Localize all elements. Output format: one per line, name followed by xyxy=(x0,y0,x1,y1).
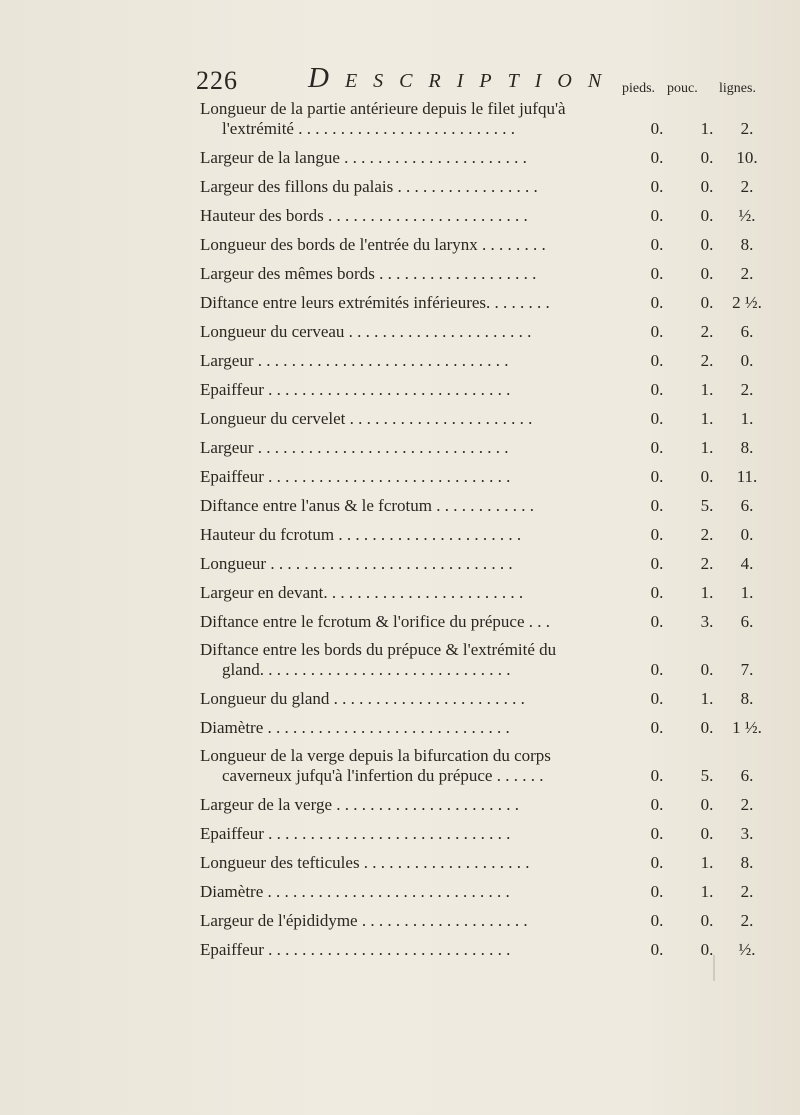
value-pouces: 5. xyxy=(700,766,714,785)
value-pouces: 0. xyxy=(700,148,714,167)
row-label xyxy=(200,177,678,197)
value-pieds: 0. xyxy=(650,766,664,785)
row-label-line: Diamètre . . . . . . . . . . . . . . . . . . . . . . . . . . . . . xyxy=(200,718,510,737)
value-pieds: 0. xyxy=(650,119,664,138)
value-lignes: 1. xyxy=(740,409,754,428)
value-pouces: 0. xyxy=(700,824,714,843)
row-label xyxy=(200,746,678,786)
value-lignes: 8. xyxy=(740,853,754,872)
row-label-line: Longueur du gland . . . . . . . . . . . . . . . . . . . . . . . xyxy=(200,689,525,708)
value-pouces: 0. xyxy=(700,293,714,312)
value-pieds: 0. xyxy=(650,148,664,167)
row-label xyxy=(200,322,678,342)
value-pieds: 0. xyxy=(650,380,664,399)
row-label-continuation: l'extrémité . . . . . . . . . . . . . . . . . . . . . . . . . . xyxy=(222,119,515,138)
row-label xyxy=(200,496,678,516)
value-lignes: 0. xyxy=(740,351,754,370)
row-label xyxy=(200,351,678,371)
row-label-line: Longueur . . . . . . . . . . . . . . . . . . . . . . . . . . . . . xyxy=(200,554,513,573)
value-pieds: 0. xyxy=(650,612,664,631)
value-pouces: 2. xyxy=(700,554,714,573)
value-pouces: 1. xyxy=(700,409,714,428)
row-label-line: Epaiffeur . . . . . . . . . . . . . . . . . . . . . . . . . . . . . xyxy=(200,380,511,399)
table-row xyxy=(200,435,754,464)
value-lignes: 8. xyxy=(740,689,754,708)
row-label-line: Longueur de la partie antérieure depuis le filet jufqu'à xyxy=(200,99,566,118)
value-pieds: 0. xyxy=(650,525,664,544)
table-row xyxy=(200,744,754,792)
table-row xyxy=(200,638,754,686)
value-pouces: 0. xyxy=(700,940,714,959)
value-pieds: 0. xyxy=(650,206,664,225)
table-row xyxy=(200,522,754,551)
row-label xyxy=(200,640,678,680)
row-label xyxy=(200,467,678,487)
row-label-line: Longueur du cervelet . . . . . . . . . . . . . . . . . . . . . . xyxy=(200,409,533,428)
row-label xyxy=(200,380,678,400)
row-label xyxy=(200,911,678,931)
value-pieds: 0. xyxy=(650,940,664,959)
value-pouces: 1. xyxy=(700,853,714,872)
row-label-line: Diftance entre leurs extrémités inférieures. . . . . . . . xyxy=(200,293,550,312)
table-row xyxy=(200,580,754,609)
value-pouces: 0. xyxy=(700,795,714,814)
value-lignes: 2. xyxy=(740,911,754,930)
value-pouces: 1. xyxy=(700,689,714,708)
value-lignes: 4. xyxy=(740,554,754,573)
value-pieds: 0. xyxy=(650,409,664,428)
value-lignes: 2. xyxy=(740,177,754,196)
measurement-table xyxy=(200,97,762,966)
table-row xyxy=(200,493,754,522)
row-label xyxy=(200,525,678,545)
row-label-line: Longueur de la verge depuis la bifurcation du corps xyxy=(200,746,551,765)
row-label xyxy=(200,235,678,255)
row-label-line: Diftance entre les bords du prépuce & l'extrémité du xyxy=(200,640,557,659)
value-lignes: 1. xyxy=(740,583,754,602)
value-pouces: 2. xyxy=(700,525,714,544)
table-row xyxy=(200,319,754,348)
row-label-line: Largeur de l'épididyme . . . . . . . . . . . . . . . . . . . . xyxy=(200,911,528,930)
table-row xyxy=(200,609,754,638)
row-label xyxy=(200,438,678,458)
value-lignes: 2. xyxy=(740,264,754,283)
value-pieds: 0. xyxy=(650,554,664,573)
value-pieds: 0. xyxy=(650,438,664,457)
value-pieds: 0. xyxy=(650,718,664,737)
row-label xyxy=(200,940,678,960)
value-pieds: 0. xyxy=(650,293,664,312)
value-lignes: 1 ½. xyxy=(732,718,762,737)
value-pieds: 0. xyxy=(650,496,664,515)
row-label xyxy=(200,612,678,632)
paper-fold-mark xyxy=(713,955,715,981)
value-pieds: 0. xyxy=(650,824,664,843)
row-label-line: Diamètre . . . . . . . . . . . . . . . . . . . . . . . . . . . . . xyxy=(200,882,510,901)
row-label-line: Longueur des tefticules . . . . . . . . . . . . . . . . . . . . xyxy=(200,853,530,872)
value-pouces: 0. xyxy=(700,206,714,225)
value-pieds: 0. xyxy=(650,689,664,708)
table-row xyxy=(200,464,758,493)
row-label-line: Longueur du cerveau . . . . . . . . . . . . . . . . . . . . . . xyxy=(200,322,532,341)
row-label xyxy=(200,409,678,429)
value-lignes: 0. xyxy=(740,525,754,544)
value-pieds: 0. xyxy=(650,795,664,814)
row-label-line: Largeur de la verge . . . . . . . . . . . . . . . . . . . . . . xyxy=(200,795,519,814)
row-label xyxy=(200,718,678,738)
value-pieds: 0. xyxy=(650,177,664,196)
table-row xyxy=(200,821,754,850)
table-row xyxy=(200,174,754,203)
value-pieds: 0. xyxy=(650,351,664,370)
row-label-line: Epaiffeur . . . . . . . . . . . . . . . . . . . . . . . . . . . . . xyxy=(200,940,511,959)
row-label-line: Largeur . . . . . . . . . . . . . . . . . . . . . . . . . . . . . . xyxy=(200,351,509,370)
value-lignes: 6. xyxy=(740,766,754,785)
page-number: 226 xyxy=(196,66,238,95)
table-row xyxy=(200,686,754,715)
value-pouces: 1. xyxy=(700,583,714,602)
table-row xyxy=(200,406,754,435)
row-label-line: Largeur . . . . . . . . . . . . . . . . . . . . . . . . . . . . . . xyxy=(200,438,509,457)
value-lignes: 2. xyxy=(740,882,754,901)
row-label-line: Longueur des bords de l'entrée du larynx . . . . . . . . xyxy=(200,235,546,254)
value-pouces: 0. xyxy=(700,660,714,679)
table-row xyxy=(200,792,754,821)
table-row xyxy=(200,97,754,145)
row-label-line: Largeur en devant. . . . . . . . . . . . . . . . . . . . . . . . xyxy=(200,583,524,602)
value-pieds: 0. xyxy=(650,882,664,901)
table-row xyxy=(200,908,754,937)
row-label-line: Epaiffeur . . . . . . . . . . . . . . . . . . . . . . . . . . . . . xyxy=(200,467,511,486)
value-lignes: ½. xyxy=(738,940,756,959)
value-lignes: 8. xyxy=(740,235,754,254)
row-label xyxy=(200,554,678,574)
row-label-line: Diftance entre le fcrotum & l'orifice du prépuce . . . xyxy=(200,612,550,631)
row-label xyxy=(200,882,678,902)
table-row xyxy=(200,145,758,174)
table-row xyxy=(200,879,754,908)
value-lignes: 2 ½. xyxy=(732,293,762,312)
value-pouces: 3. xyxy=(700,612,714,631)
value-pieds: 0. xyxy=(650,235,664,254)
column-header-lignes: lignes. xyxy=(719,81,756,96)
value-lignes: 10. xyxy=(736,148,758,167)
value-pouces: 0. xyxy=(700,235,714,254)
row-label-line: Largeur des mêmes bords . . . . . . . . . . . . . . . . . . . xyxy=(200,264,537,283)
value-pouces: 5. xyxy=(700,496,714,515)
value-pouces: 0. xyxy=(700,264,714,283)
value-pieds: 0. xyxy=(650,467,664,486)
value-lignes: 2. xyxy=(740,795,754,814)
value-pouces: 1. xyxy=(700,119,714,138)
row-label xyxy=(200,795,678,815)
row-label-line: Hauteur du fcrotum . . . . . . . . . . . . . . . . . . . . . . xyxy=(200,525,522,544)
value-pieds: 0. xyxy=(650,853,664,872)
column-header-pieds: pieds. xyxy=(622,81,656,96)
table-row xyxy=(200,203,756,232)
table-row xyxy=(200,850,754,879)
value-pieds: 0. xyxy=(650,264,664,283)
table-row xyxy=(200,232,754,261)
value-pouces: 0. xyxy=(700,467,714,486)
table-row xyxy=(200,261,754,290)
value-pouces: 0. xyxy=(700,718,714,737)
value-pouces: 1. xyxy=(700,438,714,457)
table-row xyxy=(200,290,762,319)
row-label-line: Epaiffeur . . . . . . . . . . . . . . . . . . . . . . . . . . . . . xyxy=(200,824,511,843)
value-lignes: 3. xyxy=(740,824,754,843)
table-row xyxy=(200,348,754,377)
value-lignes: 6. xyxy=(740,496,754,515)
value-lignes: ½. xyxy=(738,206,756,225)
value-pouces: 2. xyxy=(700,322,714,341)
row-label-line: Diftance entre l'anus & le fcrotum . . . . . . . . . . . . xyxy=(200,496,534,515)
row-label xyxy=(200,583,678,603)
row-label xyxy=(200,689,678,709)
row-label xyxy=(200,264,678,284)
table-row xyxy=(200,715,762,744)
row-label-line: Hauteur des bords . . . . . . . . . . . . . . . . . . . . . . . . xyxy=(200,206,528,225)
row-label xyxy=(200,99,678,139)
value-pouces: 1. xyxy=(700,380,714,399)
value-lignes: 2. xyxy=(740,119,754,138)
value-pieds: 0. xyxy=(650,583,664,602)
running-title: Description xyxy=(308,62,618,94)
value-lignes: 8. xyxy=(740,438,754,457)
row-label-line: Largeur des fillons du palais . . . . . . . . . . . . . . . . . xyxy=(200,177,538,196)
row-label-continuation: gland. . . . . . . . . . . . . . . . . . . . . . . . . . . . . . xyxy=(222,660,511,679)
column-header-pouces: pouc. xyxy=(667,81,698,96)
value-pieds: 0. xyxy=(650,660,664,679)
value-lignes: 7. xyxy=(740,660,754,679)
value-lignes: 6. xyxy=(740,612,754,631)
row-label xyxy=(200,206,678,226)
value-pouces: 0. xyxy=(700,177,714,196)
row-label-line: Largeur de la langue . . . . . . . . . . . . . . . . . . . . . . xyxy=(200,148,527,167)
table-row xyxy=(200,937,756,966)
value-lignes: 11. xyxy=(736,467,758,486)
row-label xyxy=(200,824,678,844)
value-pouces: 2. xyxy=(700,351,714,370)
row-label-continuation: caverneux jufqu'à l'infertion du prépuce . . . . . . xyxy=(222,766,544,785)
row-label xyxy=(200,293,678,313)
table-row xyxy=(200,551,754,580)
value-pouces: 1. xyxy=(700,882,714,901)
table-row xyxy=(200,377,754,406)
value-pieds: 0. xyxy=(650,322,664,341)
row-label xyxy=(200,853,678,873)
value-pieds: 0. xyxy=(650,911,664,930)
value-lignes: 2. xyxy=(740,380,754,399)
value-lignes: 6. xyxy=(740,322,754,341)
row-label xyxy=(200,148,678,168)
value-pouces: 0. xyxy=(700,911,714,930)
